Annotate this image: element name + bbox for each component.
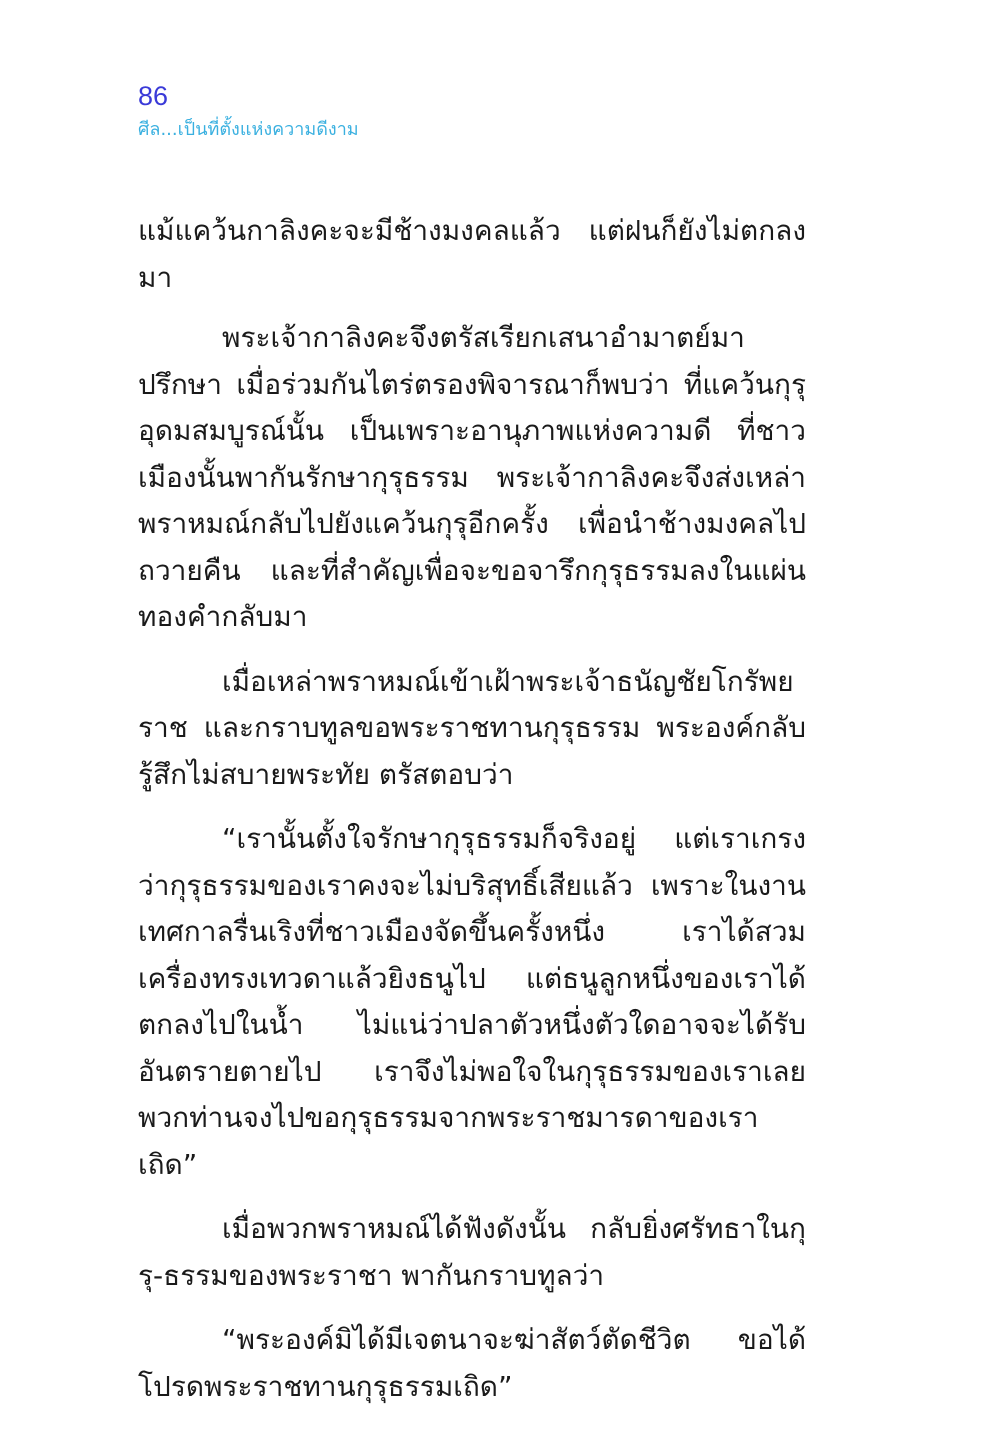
paragraph-3: เมื่อเหล่าพราหมณ์เข้าเฝ้าพระเจ้าธนัญชัยโกรัพยราช และกราบทูลขอพระราชทานกุรุธรรม พระองค์กลับรู้สึกไม่สบายพระทัย ตรัสตอบว่า [138, 664, 806, 791]
body-text [138, 208, 806, 1428]
page-number: 86 [138, 81, 169, 111]
paragraph-1: แม้แคว้นกาลิงคะจะมีช้างมงคลแล้ว แต่ฝนก็ยังไม่ตกลงมา [138, 214, 806, 294]
running-title: ศีล...เป็นที่ตั้งแห่งความดีงาม [138, 119, 359, 140]
paragraph-2: พระเจ้ากาลิงคะจึงตรัสเรียกเสนาอำมาตย์มาปรึกษา เมื่อร่วมกันไตร่ตรองพิจารณาก็พบว่า ที่แคว้นกุรุอุดมสมบูรณ์นั้น เป็นเพราะอานุภาพแห่งความดี ที่ชาวเมืองนั้นพากันรักษากุรุธรรม พระเจ้ากาลิงคะจึงส่งเหล่าพราหมณ์กลับไปยังแคว้นกุรุอีกครั้ง เพื่อนำช้างมงคลไปถวายคืน และที่สำคัญเพื่อจะขอจารึกกุรุธรรมลงในแผ่นทองคำกลับมา [138, 321, 806, 633]
page-header [138, 78, 359, 144]
paragraph-4: “เรานั้นตั้งใจรักษากุรุธรรมก็จริงอยู่ แต่เราเกรงว่ากุรุธรรมของเราคงจะไม่บริสุทธิ์เสียแล้ว เพราะในงานเทศกาลรื่นเริงที่ชาวเมืองจัดขึ้นครั้งหนึ่ง เราได้สวมเครื่องทรงเทวดาแล้วยิงธนูไป แต่ธนูลูกหนึ่งของเราได้ตกลงไปในน้ำ ไม่แน่ว่าปลาตัวหนึ่งตัวใดอาจจะได้รับอันตรายตายไป เราจึงไม่พอใจในกุรุธรรมของเราเลย พวกท่านจงไปขอกุรุธรรมจากพระราชมารดาของเราเถิด” [138, 822, 806, 1181]
paragraph-6: “พระองค์มิได้มีเจตนาจะฆ่าสัตว์ตัดชีวิต ขอได้โปรดพระราชทานกุรุธรรมเถิด” [138, 1323, 806, 1403]
paragraph-5: เมื่อพวกพราหมณ์ได้ฟังดังนั้น กลับยิ่งศรัทธาในกุรุ-ธรรมของพระราชา พากันกราบทูลว่า [138, 1212, 806, 1292]
